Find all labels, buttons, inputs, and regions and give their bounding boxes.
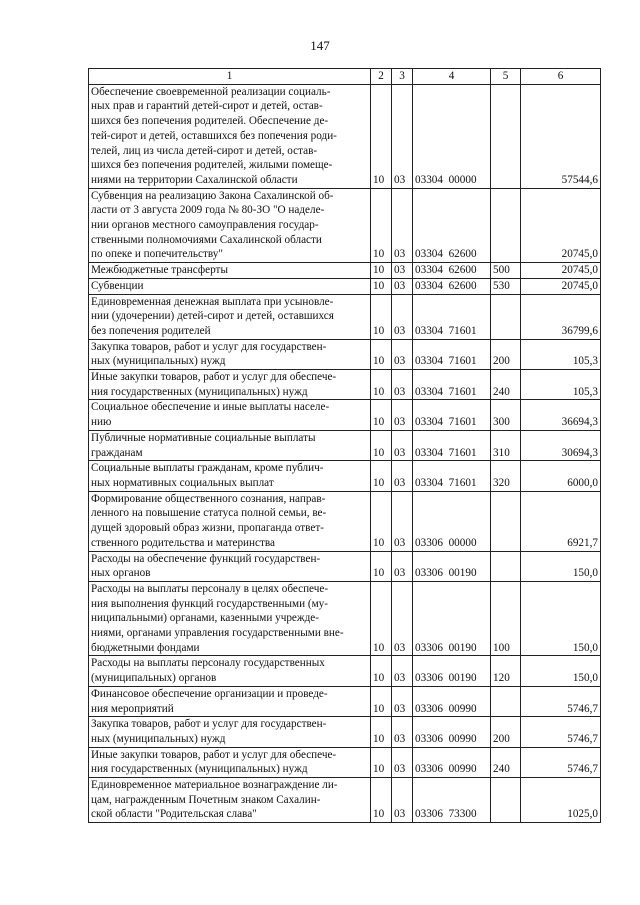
row-section: 10 <box>371 278 392 294</box>
row-section: 10 <box>371 294 392 339</box>
row-amount: 5746,7 <box>521 717 601 747</box>
row-name-line: по опеке и попечительству" <box>91 248 223 261</box>
row-name-line: ленного на повышение статуса полной семьи, ве- <box>91 507 327 520</box>
column-header-subsection: 3 <box>392 69 413 85</box>
row-amount: 150,0 <box>521 656 601 686</box>
row-section: 10 <box>371 551 392 581</box>
row-expense-type: 240 <box>491 747 521 777</box>
row-amount: 5746,7 <box>521 747 601 777</box>
table-row <box>89 686 601 716</box>
row-expense-type <box>491 84 521 188</box>
row-name-line: дущей здоровый образ жизни, пропаганда ответ- <box>91 522 324 535</box>
row-section: 10 <box>371 747 392 777</box>
row-section: 10 <box>371 430 392 460</box>
row-section: 10 <box>371 339 392 369</box>
row-name-line: ния государственных (муниципальных) нужд <box>91 763 308 776</box>
table-row <box>89 84 601 188</box>
row-name-line: Иные закупки товаров, работ и услуг для обеспече- <box>91 748 337 761</box>
row-name-line: Единовременное материальное вознаграждение ли- <box>91 779 338 792</box>
row-section: 10 <box>371 84 392 188</box>
row-name-line: Закупка товаров, работ и услуг для государствен- <box>91 340 327 353</box>
row-name-line: ниями на территории Сахалинской области <box>91 173 298 186</box>
row-amount: 36799,6 <box>521 294 601 339</box>
row-subsection: 03 <box>392 263 413 279</box>
row-subsection: 03 <box>392 656 413 686</box>
row-target-article: 03304 62600 <box>413 278 491 294</box>
table-row <box>89 400 601 430</box>
row-target-article: 03306 00190 <box>413 581 491 656</box>
row-amount: 6000,0 <box>521 461 601 491</box>
row-name-line: ных (муниципальных) нужд <box>91 355 226 368</box>
row-section: 10 <box>371 778 392 823</box>
row-section: 10 <box>371 263 392 279</box>
table-row <box>89 294 601 339</box>
table-row <box>89 430 601 460</box>
row-expense-type: 200 <box>491 339 521 369</box>
row-name-line: ственными полномочиями Сахалинской области <box>91 233 322 246</box>
table-row <box>89 747 601 777</box>
row-name-line: ния выполнения функций государственными (му- <box>91 597 329 610</box>
row-target-article: 03304 71601 <box>413 339 491 369</box>
row-subsection: 03 <box>392 339 413 369</box>
row-section: 10 <box>371 491 392 551</box>
row-name <box>89 400 371 430</box>
row-name-line: нии органов местного самоуправления государ- <box>91 219 319 232</box>
column-header-amount: 6 <box>521 69 601 85</box>
row-expense-type <box>491 491 521 551</box>
row-expense-type: 310 <box>491 430 521 460</box>
row-expense-type: 200 <box>491 717 521 747</box>
row-expense-type: 320 <box>491 461 521 491</box>
table-row <box>89 491 601 551</box>
row-name <box>89 430 371 460</box>
row-name-line: Финансовое обеспечение организации и проведе- <box>91 687 328 700</box>
row-name <box>89 581 371 656</box>
row-name-line: Социальное обеспечение и иные выплаты населе- <box>91 401 330 414</box>
page-number: 147 <box>310 38 330 53</box>
table-row <box>89 656 601 686</box>
row-section: 10 <box>371 188 392 263</box>
table-row <box>89 188 601 263</box>
table-row <box>89 551 601 581</box>
row-expense-type: 530 <box>491 278 521 294</box>
table-row <box>89 461 601 491</box>
row-target-article: 03306 00990 <box>413 747 491 777</box>
row-subsection: 03 <box>392 778 413 823</box>
row-amount: 20745,0 <box>521 188 601 263</box>
row-expense-type: 100 <box>491 581 521 656</box>
row-expense-type: 500 <box>491 263 521 279</box>
row-expense-type: 300 <box>491 400 521 430</box>
row-target-article: 03304 71601 <box>413 430 491 460</box>
row-subsection: 03 <box>392 84 413 188</box>
row-name-line: Расходы на выплаты персоналу государственных <box>91 657 325 670</box>
row-target-article: 03306 00190 <box>413 551 491 581</box>
row-expense-type <box>491 778 521 823</box>
row-section: 10 <box>371 370 392 400</box>
row-name-line: тей-сирот и детей, оставшихся без попечения роди- <box>91 129 337 142</box>
row-target-article: 03304 71601 <box>413 370 491 400</box>
row-name <box>89 278 371 294</box>
row-name-line: Закупка товаров, работ и услуг для государствен- <box>91 718 327 731</box>
row-target-article: 03304 62600 <box>413 263 491 279</box>
row-name-line: Формирование общественного сознания, направ- <box>91 492 326 505</box>
row-subsection: 03 <box>392 430 413 460</box>
row-name <box>89 747 371 777</box>
row-target-article: 03304 71601 <box>413 461 491 491</box>
table-body <box>89 84 601 822</box>
row-name-line: нию <box>91 416 112 429</box>
row-section: 10 <box>371 581 392 656</box>
row-section: 10 <box>371 461 392 491</box>
row-name <box>89 263 371 279</box>
table-row <box>89 263 601 279</box>
row-name-line: ных нормативных социальных выплат <box>91 476 274 489</box>
row-name-line: ных прав и гарантий детей-сирот и детей, остав- <box>91 100 323 113</box>
row-expense-type <box>491 551 521 581</box>
row-amount: 20745,0 <box>521 278 601 294</box>
column-header-target-article: 4 <box>413 69 491 85</box>
row-name-line: шихся без попечения родителей, жилыми помеще- <box>91 159 333 172</box>
row-name <box>89 686 371 716</box>
row-subsection: 03 <box>392 551 413 581</box>
row-section: 10 <box>371 656 392 686</box>
column-header-expense-type: 5 <box>491 69 521 85</box>
row-subsection: 03 <box>392 747 413 777</box>
row-name-line: ных (муниципальных) нужд <box>91 732 226 745</box>
row-expense-type <box>491 686 521 716</box>
row-amount: 105,3 <box>521 339 601 369</box>
row-name <box>89 461 371 491</box>
row-name-line: Субвенции <box>91 279 144 292</box>
row-expense-type <box>491 188 521 263</box>
table-row <box>89 370 601 400</box>
row-name-line: гражданам <box>91 446 143 459</box>
row-amount: 57544,6 <box>521 84 601 188</box>
row-name-line: (муниципальных) органов <box>91 672 217 685</box>
column-header-name: 1 <box>89 69 371 85</box>
row-name-line: телей, лиц из числа детей-сирот и детей, остав- <box>91 144 318 157</box>
row-name <box>89 370 371 400</box>
row-target-article: 03304 00000 <box>413 84 491 188</box>
row-name-line: Социальные выплаты гражданам, кроме публич- <box>91 462 324 475</box>
row-target-article: 03306 00190 <box>413 656 491 686</box>
row-subsection: 03 <box>392 400 413 430</box>
row-name-line: ния мероприятий <box>91 702 174 715</box>
row-amount: 30694,3 <box>521 430 601 460</box>
row-target-article: 03306 00990 <box>413 686 491 716</box>
row-name <box>89 778 371 823</box>
row-name-line: цам, награжденным Почетным знаком Сахалин- <box>91 793 321 806</box>
column-header-section: 2 <box>371 69 392 85</box>
row-name-line: ниципальными) органами, казенными учрежде- <box>91 612 319 625</box>
row-name-line: без попечения родителей <box>91 324 211 337</box>
row-amount: 5746,7 <box>521 686 601 716</box>
row-section: 10 <box>371 686 392 716</box>
row-name <box>89 656 371 686</box>
row-name <box>89 84 371 188</box>
row-amount: 20745,0 <box>521 263 601 279</box>
row-name-line: ласти от 3 августа 2009 года № 80-ЗО "О наделе- <box>91 204 325 217</box>
table-row <box>89 278 601 294</box>
row-target-article: 03306 00000 <box>413 491 491 551</box>
row-subsection: 03 <box>392 491 413 551</box>
row-amount: 6921,7 <box>521 491 601 551</box>
table-row <box>89 717 601 747</box>
row-name-line: Единовременная денежная выплата при усыновле- <box>91 295 334 308</box>
row-amount: 36694,3 <box>521 400 601 430</box>
row-name-line: ственного родительства и материнства <box>91 536 275 549</box>
row-amount: 105,3 <box>521 370 601 400</box>
row-name-line: Субвенция на реализацию Закона Сахалинской об- <box>91 189 334 202</box>
budget-table <box>88 68 601 823</box>
row-name-line: ниями, органами управления государственными вне- <box>91 627 344 640</box>
row-subsection: 03 <box>392 278 413 294</box>
row-name <box>89 717 371 747</box>
row-name <box>89 294 371 339</box>
table-row <box>89 581 601 656</box>
row-expense-type <box>491 294 521 339</box>
row-name <box>89 188 371 263</box>
row-expense-type: 120 <box>491 656 521 686</box>
row-name-line: Расходы на обеспечение функций государствен- <box>91 552 321 565</box>
row-subsection: 03 <box>392 294 413 339</box>
row-amount: 150,0 <box>521 551 601 581</box>
row-name-line: ния государственных (муниципальных) нужд <box>91 385 308 398</box>
row-amount: 150,0 <box>521 581 601 656</box>
row-name <box>89 551 371 581</box>
row-name-line: ных органов <box>91 567 151 580</box>
row-subsection: 03 <box>392 717 413 747</box>
row-name-line: бюджетными фондами <box>91 641 200 654</box>
row-subsection: 03 <box>392 370 413 400</box>
row-subsection: 03 <box>392 581 413 656</box>
row-name-line: Межбюджетные трансферты <box>91 264 228 277</box>
row-target-article: 03306 00990 <box>413 717 491 747</box>
row-name-line: Расходы на выплаты персоналу в целях обеспече- <box>91 582 329 595</box>
row-name-line: Обеспечение своевременной реализации социаль- <box>91 85 331 98</box>
column-header-row <box>89 69 601 85</box>
row-name <box>89 339 371 369</box>
row-target-article: 03304 71601 <box>413 294 491 339</box>
row-name <box>89 491 371 551</box>
row-section: 10 <box>371 400 392 430</box>
row-subsection: 03 <box>392 461 413 491</box>
row-name-line: шихся без попечения родителей. Обеспечение де- <box>91 115 329 128</box>
row-name-line: ской области "Родительская слава" <box>91 808 257 821</box>
row-section: 10 <box>371 717 392 747</box>
row-name-line: Иные закупки товаров, работ и услуг для обеспече- <box>91 371 337 384</box>
row-subsection: 03 <box>392 686 413 716</box>
table-row <box>89 339 601 369</box>
row-target-article: 03304 62600 <box>413 188 491 263</box>
row-amount: 1025,0 <box>521 778 601 823</box>
row-name-line: нии (удочерении) детей-сирот и детей, оставшихся <box>91 310 334 323</box>
row-name-line: Публичные нормативные социальные выплаты <box>91 431 316 444</box>
table-row <box>89 778 601 823</box>
row-subsection: 03 <box>392 188 413 263</box>
row-expense-type: 240 <box>491 370 521 400</box>
row-target-article: 03304 71601 <box>413 400 491 430</box>
row-target-article: 03306 73300 <box>413 778 491 823</box>
